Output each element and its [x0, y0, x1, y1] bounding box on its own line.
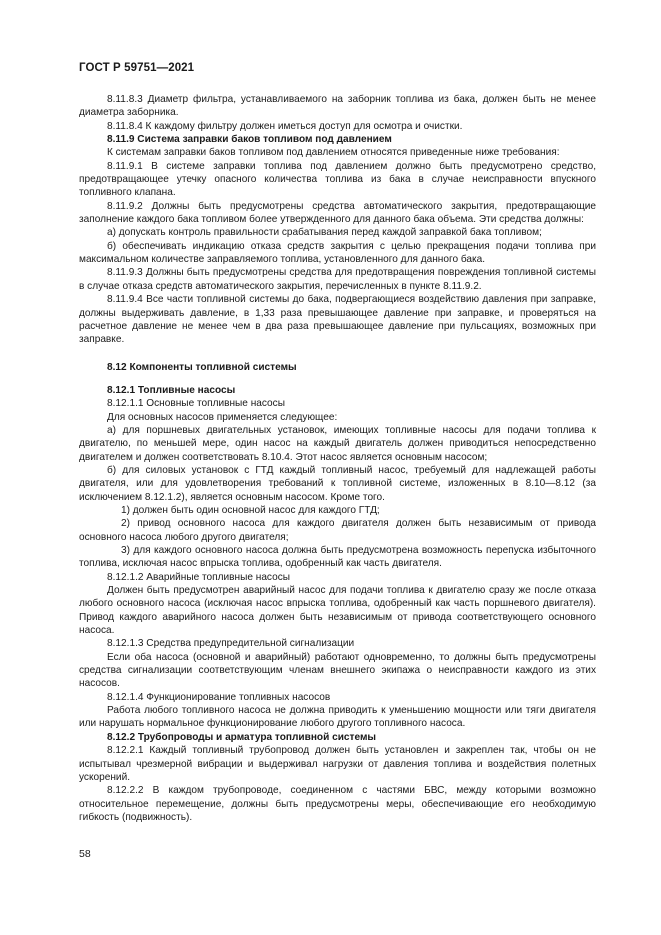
paragraph: Работа любого топливного насоса не должна приводить к уменьшению мощности или тяги двигателя или нарушать нормальное функционирование любого другого топливного насоса.: [79, 705, 596, 730]
paragraph-8-11-9-3: 8.11.9.3 Должны быть предусмотрены средства для предотвращения повреждения топливной системы в случае отказа средств автоматического закрытия, перечисленных в пункте 8.11.9.2.: [79, 267, 596, 292]
paragraph: Если оба насоса (основной и аварийный) работают одновременно, то должны быть предусмотрены средства сигнализации соответствующим членам внешнего экипажа о неисправности каждого из этих насосов.: [79, 651, 596, 690]
paragraph: Для основных насосов применяется следующее:: [107, 411, 338, 423]
section-heading-8-11-9: 8.11.9 Система заправки баков топливом под давлением: [107, 134, 392, 146]
subheading-8-12-1-3: 8.12.1.3 Средства предупредительной сигнализации: [107, 638, 355, 650]
list-item-1: 1) должен быть один основной насос для каждого ГТД;: [121, 504, 380, 516]
section-heading-8-12-2: 8.12.2 Трубопроводы и арматура топливной системы: [107, 731, 377, 743]
paragraph-8-12-2-1: 8.12.2.1 Каждый топливный трубопровод должен быть установлен и закреплен так, чтобы он не испытывал чрезмерной вибрации и выдерживал нагрузки от давления топлива и воздействия полетных ускорений.: [79, 745, 596, 783]
paragraph: К системам заправки баков топливом под давлением относятся приведенные ниже требования:: [107, 147, 560, 159]
document-header: ГОСТ Р 59751—2021: [79, 62, 195, 74]
paragraph: Должен быть предусмотрен аварийный насос для подачи топлива к двигателю сразу же после отказа любого основного насоса (исключая насос впрыска топлива, одобренный как часть поршневого двигателя). Привод каждого аварийного насоса должен быть независимым от привода соответствующего основного насоса.: [79, 585, 596, 637]
paragraph-8-11-9-2: 8.11.9.2 Должны быть предусмотрены средства автоматического закрытия, предотвращающие заполнение каждого бака топливом более утвержденного для данного бака объема. Эти средства должны:: [79, 200, 596, 226]
paragraph-8-11-9-1: 8.11.9.1 В системе заправки топлива под давлением должно быть предусмотрено средство, предотвращающее утечку опасного количества топлива из бака в случае неисправности впускного топливного клапана.: [79, 160, 596, 199]
subheading-8-12-1-4: 8.12.1.4 Функционирование топливных насосов: [107, 691, 331, 703]
paragraph-8-11-8-4: 8.11.8.4 К каждому фильтру должен иметься доступ для осмотра и очистки.: [107, 120, 463, 132]
paragraph-8-12-2-2: 8.12.2.2 В каждом трубопроводе, соединенном с частями БВС, между которыми возможно относительное перемещение, должны быть предусмотрены меры, обеспечивающие его необходимую гибкость (подвижность).: [79, 785, 596, 823]
list-item-2: 2) привод основного насоса для каждого двигателя должен быть независимым от привода основного насоса любого другого двигателя;: [79, 518, 596, 543]
list-item-a: а) допускать контроль правильности срабатывания перед каждой заправкой бака топливом;: [107, 227, 542, 239]
list-item-b: б) обеспечивать индикацию отказа средств закрытия с целью прекращения подачи топлива при максимальном количестве заправляемого топлива, установленного для данного бака.: [79, 240, 596, 266]
list-item-b: б) для силовых установок с ГТД каждый топливный насос, требуемый для надлежащей работы двигателя, или для удовлетворения требований к топливной системе, изложенных в 8.10—8.12 (за исключением 8.12.1.2), является основным насосом. Кроме того.: [79, 464, 596, 503]
subheading-8-12-1-1: 8.12.1.1 Основные топливные насосы: [107, 398, 285, 410]
list-item-a: а) для поршневых двигательных установок, имеющих топливные насосы для подачи топлива к двигателю, по меньшей мере, один насос на каждый двигатель должен приводиться непосредственно двигателем и должен соответствовать 8.10.4. Этот насос является основным насосом;: [79, 424, 596, 463]
page-number: 58: [79, 848, 91, 860]
list-item-3: 3) для каждого основного насоса должна быть предусмотрена возможность перепуска избыточного топлива, исключая насос впрыска топлива, одобренный как часть двигателя.: [79, 545, 596, 570]
subheading-8-12-1-2: 8.12.1.2 Аварийные топливные насосы: [107, 571, 291, 583]
document-body: [79, 93, 596, 824]
section-heading-8-12-1: 8.12.1 Топливные насосы: [107, 384, 236, 396]
section-heading-8-12: 8.12 Компоненты топливной системы: [107, 361, 297, 373]
paragraph-8-11-9-4: 8.11.9.4 Все части топливной системы до бака, подвергающиеся воздействию давления при заправке, должны выдерживать давление, в 1,33 раза превышающее давление при заправке, и проверяться на расчетное давление не менее чем в два раза превышающее давление при пульсациях, возможных при заправке.: [79, 294, 596, 346]
paragraph-8-11-8-3: 8.11.8.3 Диаметр фильтра, устанавливаемого на заборник топлива из бака, должен быть не менее диаметра заборника.: [79, 94, 596, 119]
